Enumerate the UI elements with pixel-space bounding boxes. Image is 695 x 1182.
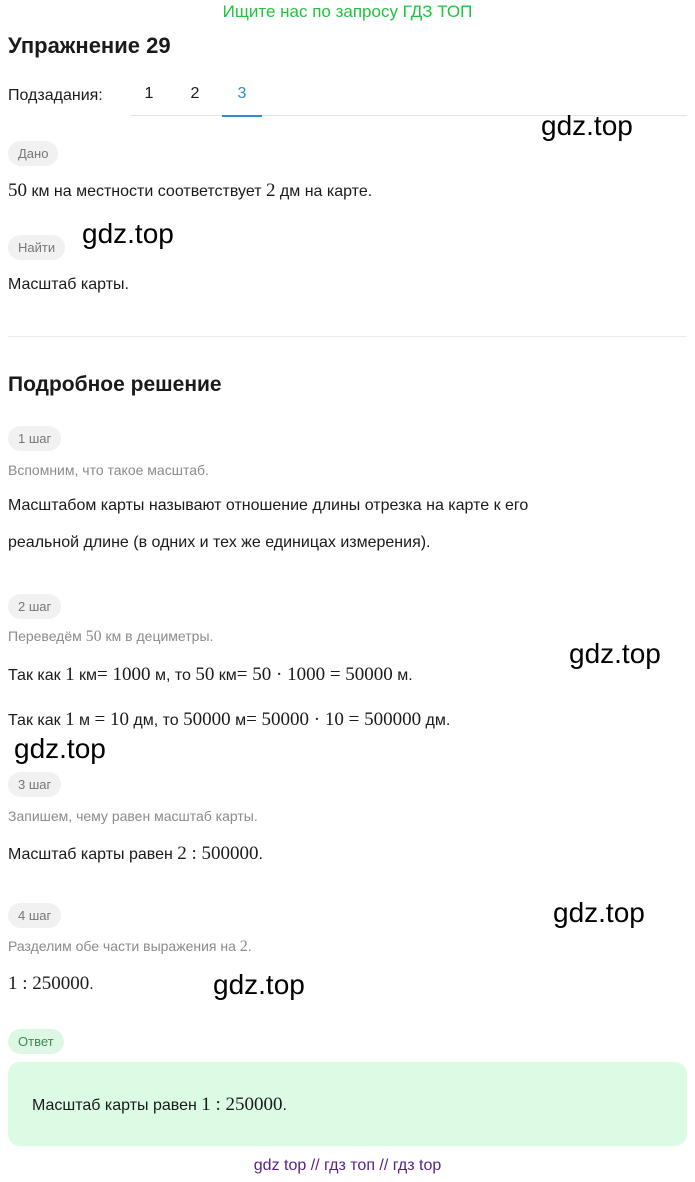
page-title: Упражнение 29 (8, 33, 171, 58)
step-4-label: 4 шаг (8, 903, 61, 928)
step-2-hint-b: км в дециметры. (101, 628, 214, 644)
step-1-line-1: Масштабом карты называют отношение длины отрезка на карте к его (8, 497, 529, 514)
watermark: gdz.top (14, 733, 106, 764)
subtasks-label: Подзадания: (8, 87, 103, 104)
given-text-2: дм на карте. (275, 183, 373, 200)
solution-title: Подробное решение (8, 373, 222, 396)
step-1-label: 1 шаг (8, 426, 61, 451)
step-3-text-b: . (258, 846, 263, 863)
step-4-text-b: . (89, 976, 94, 993)
step-2-line-1 (8, 664, 413, 686)
step-1-badge (8, 426, 61, 451)
section-divider (8, 336, 687, 337)
step-2-l1-d: км (214, 667, 237, 684)
given-badge (8, 141, 58, 166)
given-text-1: км на местности соответствует (27, 183, 266, 200)
step-2-l1-b: км (74, 667, 98, 684)
step-2-l1-a: Так как (8, 667, 66, 684)
step-2-hint-a: Переведём (8, 628, 86, 644)
step-2-l1-m2: = 1000 (97, 664, 151, 685)
step-4-hint-number: 2 (239, 938, 248, 955)
step-2-l2-m4: = 50000 · 10 = 500000 (246, 709, 422, 730)
step-2-l1-m4: = 50 · 1000 = 50000 (236, 664, 393, 685)
step-3-label: 3 шаг (8, 772, 61, 797)
step-4-text (8, 973, 94, 995)
step-3-text-a: Масштаб карты равен (8, 846, 178, 863)
answer-badge (8, 1029, 64, 1054)
find-badge (8, 235, 65, 260)
step-4-badge (8, 903, 61, 928)
step-2-l2-a: Так как (8, 712, 66, 729)
watermark: gdz.top (569, 638, 661, 669)
step-2-label: 2 шаг (8, 594, 61, 619)
step-2-badge (8, 594, 61, 619)
find-text: Масштаб карты. (8, 276, 129, 293)
step-3-hint: Запишем, чему равен масштаб карты. (8, 808, 258, 824)
step-2-l1-m3: 50 (195, 664, 215, 685)
find-label: Найти (8, 235, 65, 260)
answer-text-a: Масштаб карты равен (32, 1097, 202, 1114)
watermark: gdz.top (553, 897, 645, 928)
tab-subtask-3[interactable]: 3 (222, 85, 262, 117)
watermark: gdz.top (213, 969, 305, 1000)
tab-subtask-1[interactable]: 1 (144, 85, 154, 102)
step-4-hint (8, 938, 252, 956)
step-4-hint-a: Разделим обе части выражения на (8, 938, 240, 954)
step-2-line-2 (8, 709, 450, 731)
given-number-1: 50 (8, 180, 27, 201)
step-2-l1-m1: 1 (65, 664, 75, 685)
step-2-hint-number: 50 (85, 628, 102, 645)
step-4-math: 1 : 250000 (8, 973, 90, 994)
step-2-l1-e: м. (392, 667, 413, 684)
step-4-hint-b: . (247, 938, 252, 954)
given-number-2: 2 (265, 180, 276, 201)
step-2-l2-m1: 1 (65, 709, 75, 730)
step-3-text (8, 843, 263, 865)
step-3-badge (8, 772, 61, 797)
step-2-l2-m2: = 10 (94, 709, 129, 730)
given-text (8, 180, 372, 202)
answer-text (32, 1094, 287, 1116)
watermark: gdz.top (541, 110, 633, 141)
answer-label: Ответ (8, 1029, 64, 1054)
given-label: Дано (8, 141, 58, 166)
step-2-l2-d: м (230, 712, 247, 729)
step-1-line-2: реальной длине (в одних и тех же единицах измерения). (8, 534, 431, 551)
step-2-hint (8, 628, 213, 646)
tab-subtask-2[interactable]: 2 (190, 85, 200, 102)
step-2-l2-b: м (74, 712, 95, 729)
step-2-l1-c: м, то (150, 667, 196, 684)
step-1-hint: Вспомним, что такое масштаб. (8, 462, 209, 478)
top-banner: Ищите нас по запросу ГДЗ ТОП (222, 2, 473, 21)
answer-math: 1 : 250000 (201, 1094, 283, 1115)
footer-links[interactable]: gdz top // гдз топ // гдз top (253, 1157, 442, 1174)
step-2-l2-e: дм. (421, 712, 451, 729)
step-3-math: 2 : 500000 (177, 843, 259, 864)
step-2-l2-c: дм, то (128, 712, 184, 729)
watermark: gdz.top (82, 218, 174, 249)
answer-text-b: . (282, 1097, 287, 1114)
step-2-l2-m3: 50000 (183, 709, 231, 730)
